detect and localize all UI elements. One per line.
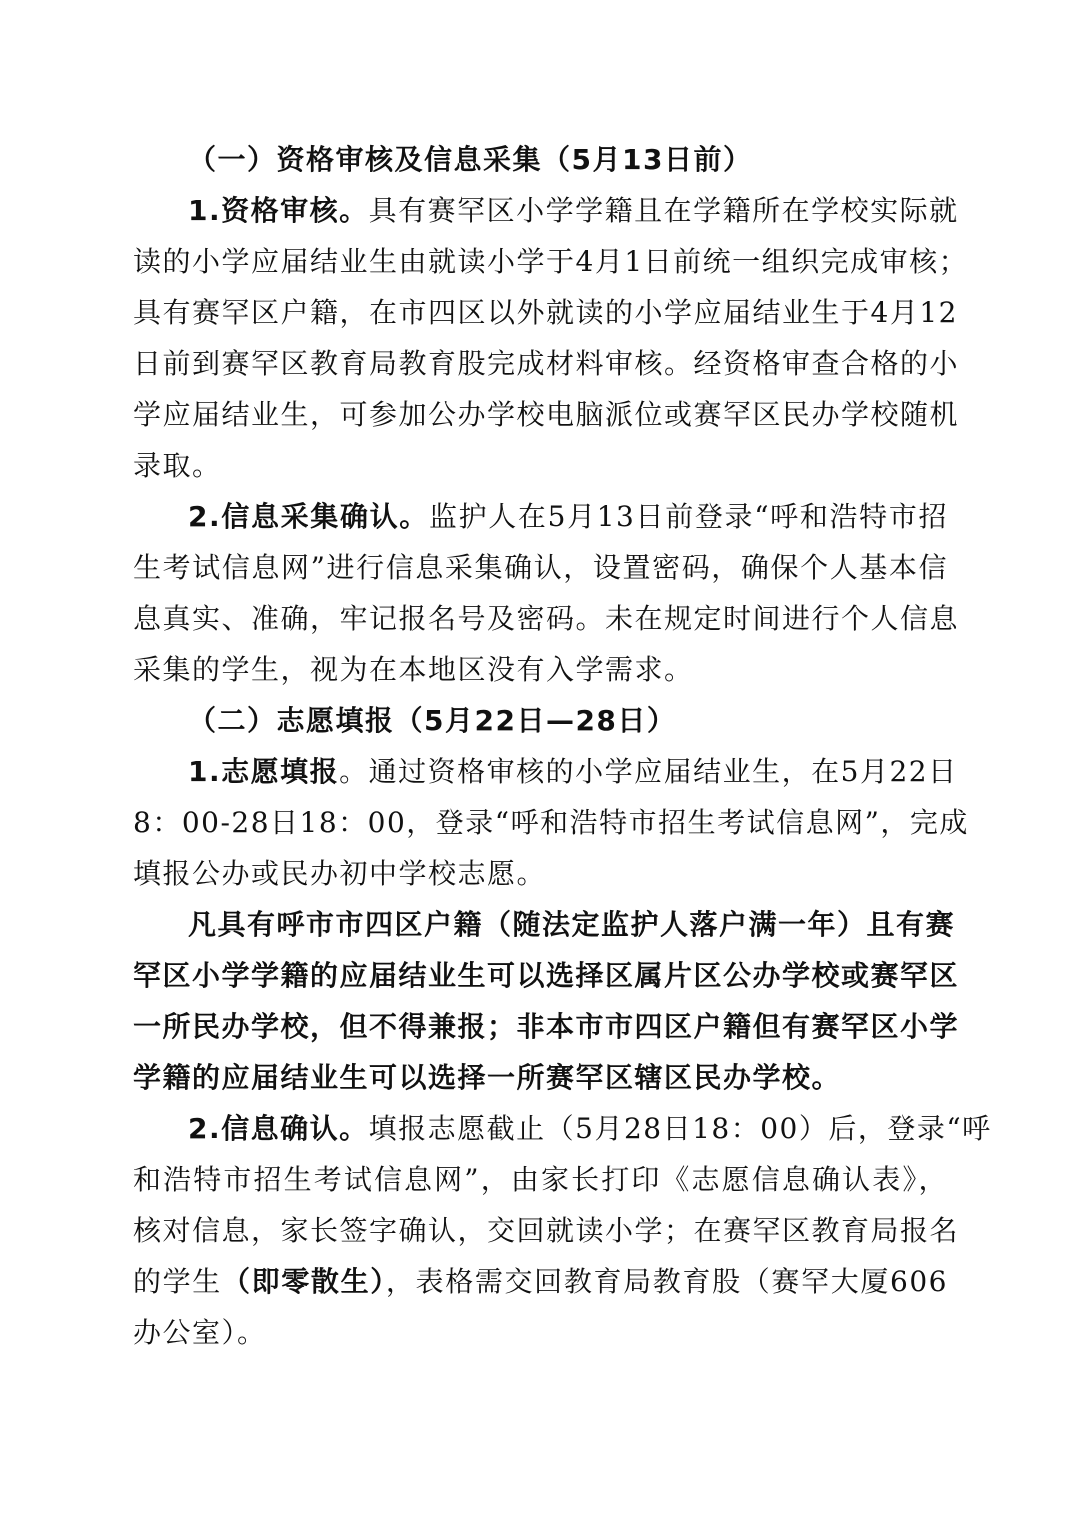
paragraph-line xyxy=(133,1264,948,1300)
section1-heading: （一）资格审核及信息采集（5月13日前） xyxy=(188,143,753,176)
item-text: 。通过资格审核的小学应届结业生，在5月22日 xyxy=(339,755,958,788)
bold-paragraph-line: 罕区小学学籍的应届结业生可以选择区属片区公办学校或赛罕区 xyxy=(133,959,960,992)
bold-paragraph-line: 学籍的应届结业生可以选择一所赛罕区辖区民办学校。 xyxy=(133,1061,842,1094)
section2-heading: （二）志愿填报（5月22日—28日） xyxy=(188,704,677,737)
paragraph-line: 录取。 xyxy=(133,449,222,482)
paragraph-line xyxy=(188,499,948,535)
paragraph-line: 学应届结业生，可参加公办学校电脑派位或赛罕区民办学校随机 xyxy=(133,398,960,431)
paragraph-line: 填报公办或民办初中学校志愿。 xyxy=(133,857,547,890)
paragraph-line: 具有赛罕区户籍，在市四区以外就读的小学应届结业生于4月12 xyxy=(133,296,958,329)
item-text: 的学生 xyxy=(133,1265,222,1298)
paragraph-line: 采集的学生，视为在本地区没有入学需求。 xyxy=(133,653,694,686)
item-label: 1.资格审核。 xyxy=(188,194,369,227)
item-text: 填报志愿截止（5月28日18：00）后，登录“呼 xyxy=(368,1112,992,1145)
paragraph-line: 办公室）。 xyxy=(133,1316,267,1349)
paragraph-line xyxy=(188,1111,992,1147)
paragraph-line xyxy=(188,193,959,229)
paragraph-line: 8：00-28日18：00，登录“呼和浩特市招生考试信息网”，完成 xyxy=(133,806,969,839)
paragraph-line: 核对信息，家长签字确认，交回就读小学；在赛罕区教育局报名 xyxy=(133,1214,960,1247)
bold-paragraph-line: 一所民办学校，但不得兼报；非本市市四区户籍但有赛罕区小学 xyxy=(133,1010,960,1043)
paragraph-line: 读的小学应届结业生由就读小学于4月1日前统一组织完成审核； xyxy=(133,245,969,278)
item-label: 2.信息采集确认。 xyxy=(188,500,429,533)
paragraph-line: 息真实、准确，牢记报名号及密码。未在规定时间进行个人信息 xyxy=(133,602,960,635)
bold-paragraph-line: 凡具有呼市市四区户籍（随法定监护人落户满一年）且有赛 xyxy=(188,908,956,941)
paragraph-line xyxy=(188,754,958,790)
item-text: 具有赛罕区小学学籍且在学籍所在学校实际就 xyxy=(368,194,959,227)
paragraph-line: 日前到赛罕区教育局教育股完成材料审核。经资格审查合格的小 xyxy=(133,347,960,380)
item-text: 监护人在5月13日前登录“呼和浩特市招 xyxy=(428,500,948,533)
emphasis-text: （即零散生） xyxy=(221,1265,386,1298)
paragraph-line: 和浩特市招生考试信息网”，由家长打印《志愿信息确认表》， xyxy=(133,1163,948,1196)
item-text: ，表格需交回教育局教育股（赛罕大厦606 xyxy=(385,1265,948,1298)
paragraph-line: 生考试信息网”进行信息采集确认，设置密码，确保个人基本信 xyxy=(133,551,948,584)
item-label: 2.信息确认。 xyxy=(188,1112,369,1145)
item-label: 1.志愿填报 xyxy=(188,755,340,788)
